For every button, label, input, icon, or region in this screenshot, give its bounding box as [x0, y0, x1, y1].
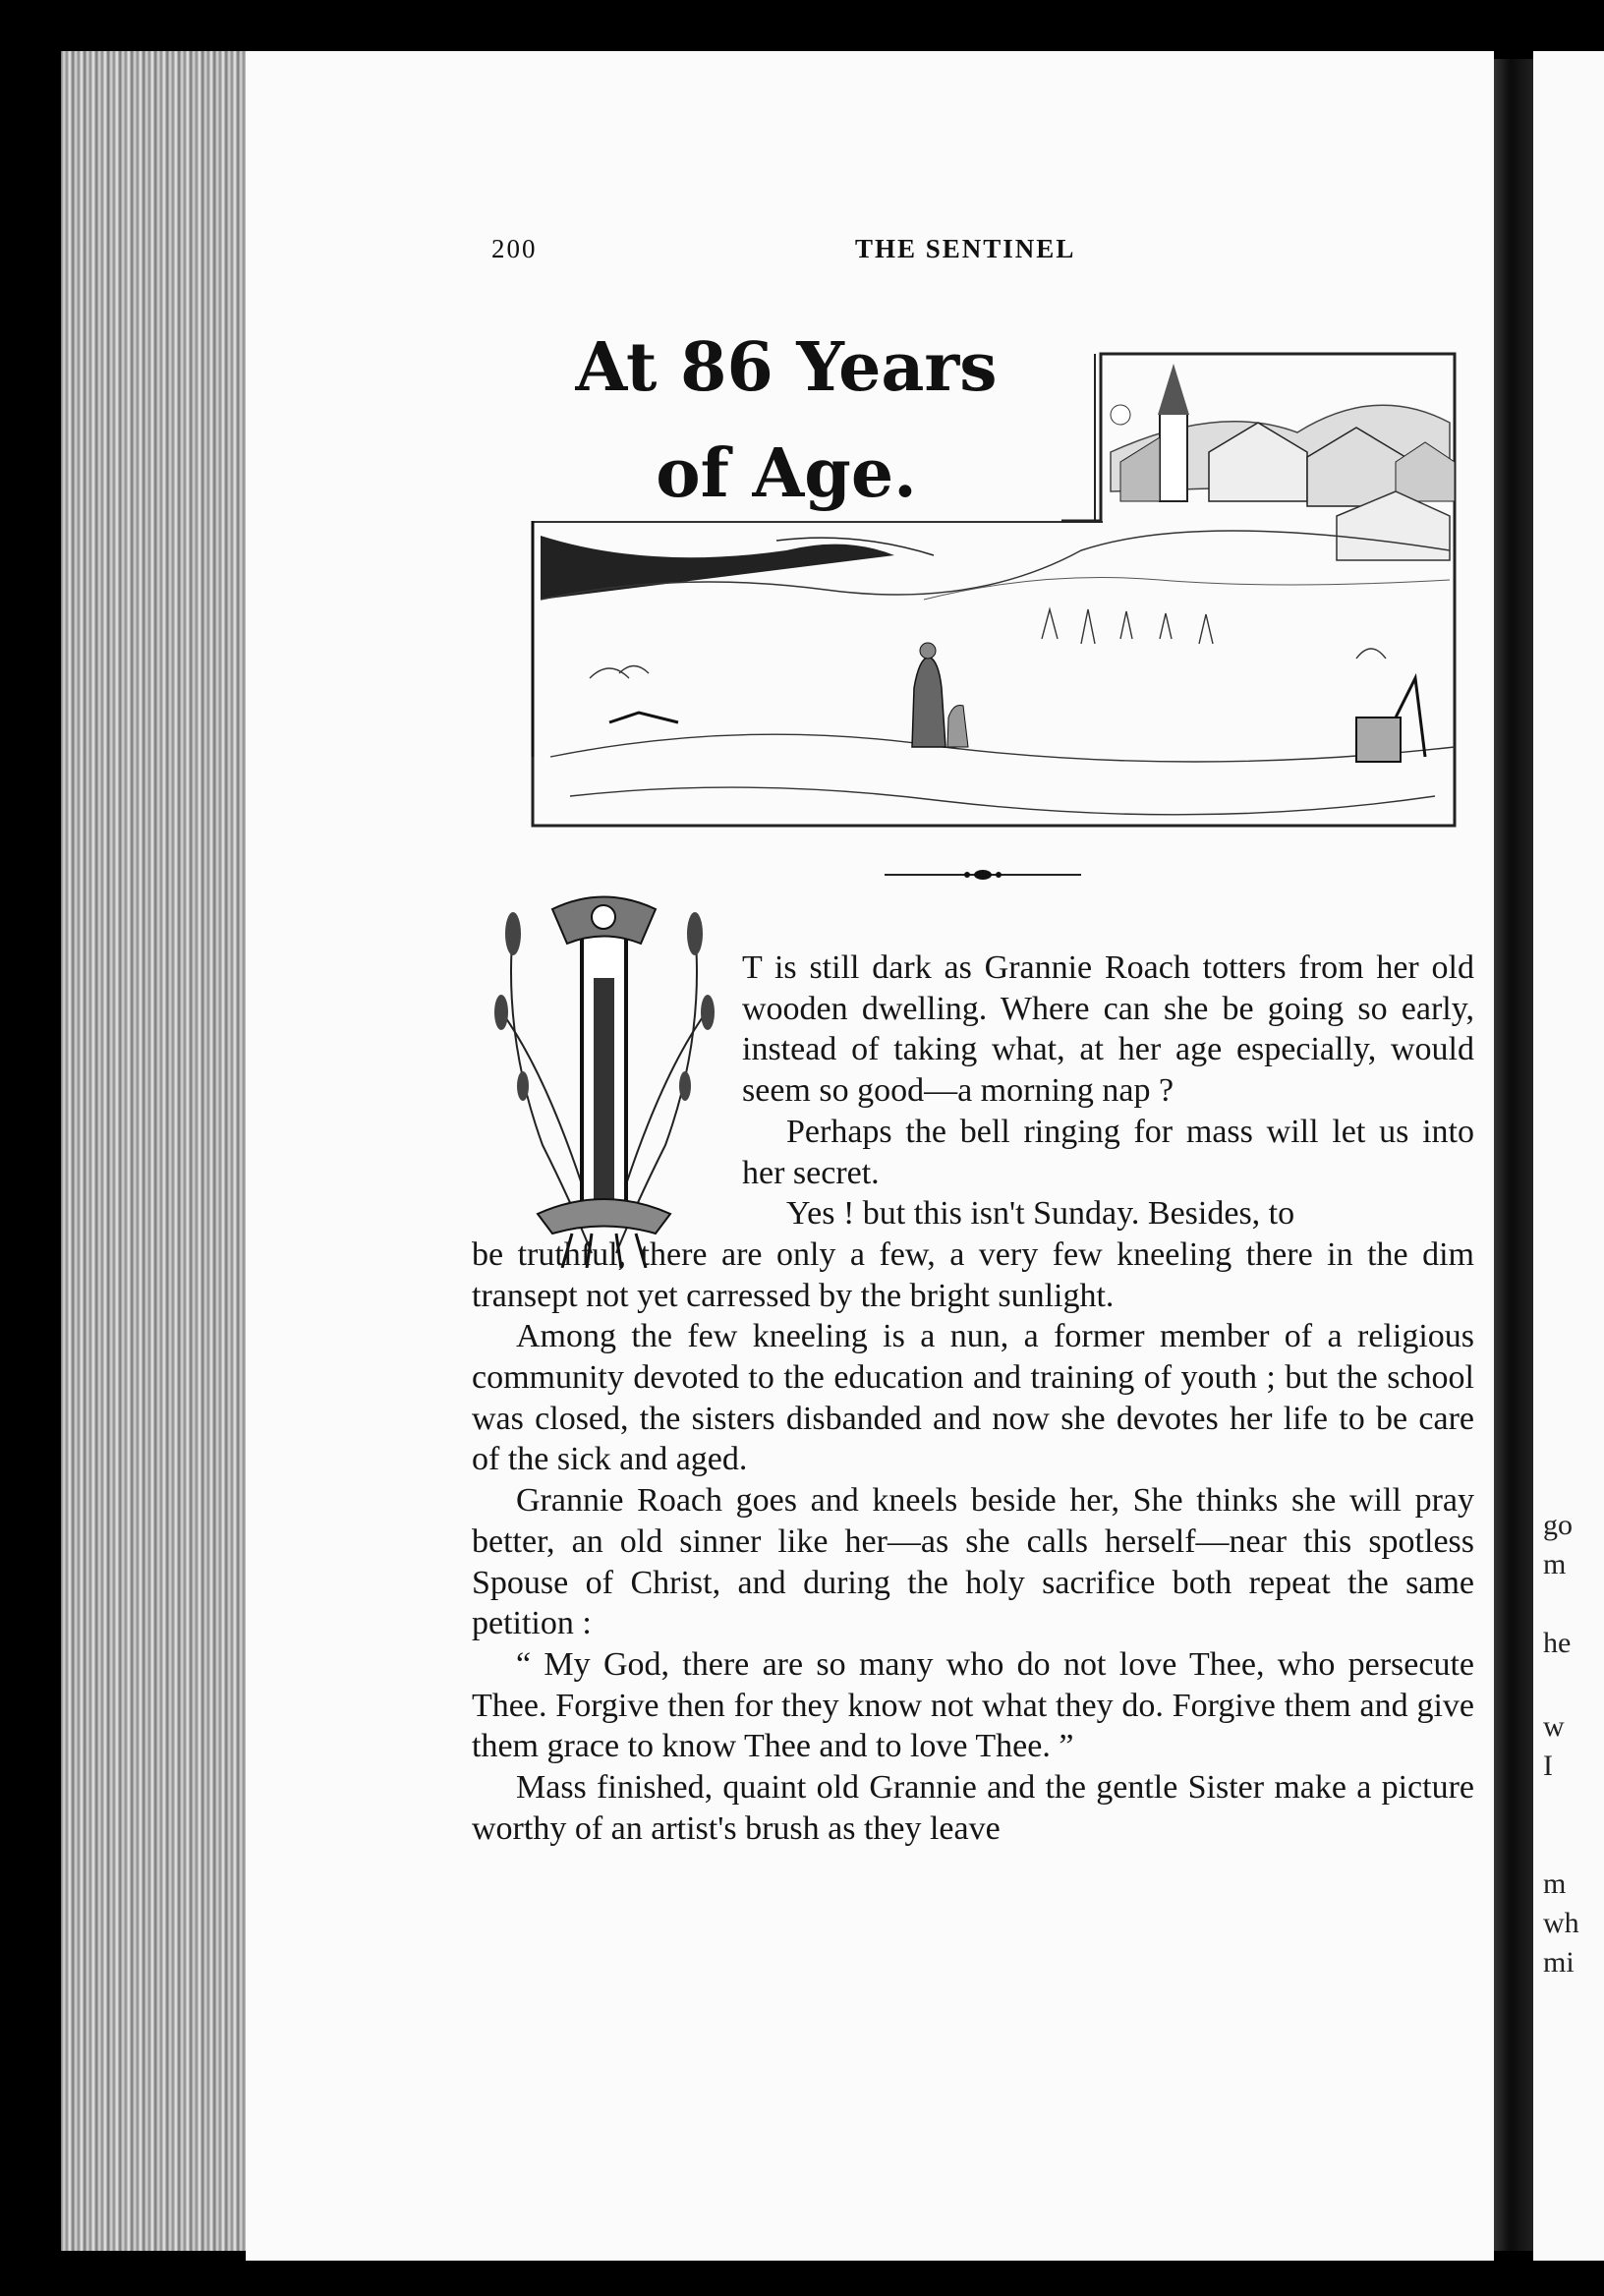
paragraph-3-continued: be truthful, there are only a few, a very few kneeling there in the dim transept not yet carressed by the bright sunlight.: [472, 1235, 1474, 1314]
adjacent-fragment: go: [1543, 1509, 1573, 1541]
section-divider-ornament: [885, 867, 1081, 883]
adjacent-fragment: m: [1543, 1548, 1567, 1580]
book-gutter: [1494, 59, 1535, 2251]
paragraph-5: Grannie Roach goes and kneels beside her, She thinks she will pray better, an old sinner like her—as she calls herself—near this spotless Spouse of Christ, and during the holy sacrifice both repeat the same petition :: [472, 1482, 1474, 1642]
paragraph-3-first-line: Yes ! but this isn't Sunday. Besides, to: [786, 1195, 1295, 1233]
book-page-edges: [61, 51, 258, 2251]
article-body: [472, 947, 1474, 1849]
adjacent-fragment: m: [1543, 1867, 1567, 1900]
adjacent-fragment: he: [1543, 1627, 1572, 1659]
paragraph-6: “ My God, there are so many who do not love Thee, who persecute Thee. Forgive then for they know not what they do. Forgive them and give them grace to know Thee and to love Thee. ”: [472, 1645, 1474, 1765]
adjacent-fragment: I: [1543, 1750, 1553, 1782]
running-head: THE SENTINEL: [855, 234, 1076, 263]
title-line-1: At 86 Years: [575, 328, 998, 407]
adjacent-fragment: wh: [1543, 1907, 1579, 1939]
paragraph-1: T is still dark as Grannie Roach totters from her old wooden dwelling. Where can she be going so early, instead of taking what, at her age especially, would seem so good—a morning nap ?: [742, 949, 1474, 1110]
paragraph-2: Perhaps the bell ringing for mass will let us into her secret.: [742, 1113, 1474, 1191]
paragraph-4: Among the few kneeling is a nun, a former member of a religious community devoted to the education and training of youth ; but the school was closed, the sisters disbanded and now she devotes her life to be care of the sick and aged.: [472, 1318, 1474, 1478]
paragraph-7: Mass finished, quaint old Grannie and the gentle Sister make a picture worthy of an artist's brush as they leave: [472, 1769, 1474, 1847]
adjacent-fragment: mi: [1543, 1946, 1575, 1979]
title-line-2: of Age.: [656, 434, 917, 513]
page-header: [491, 234, 1130, 273]
page-number: 200: [491, 234, 538, 263]
adjacent-fragment: w: [1543, 1710, 1565, 1743]
article-title: [550, 315, 1022, 527]
